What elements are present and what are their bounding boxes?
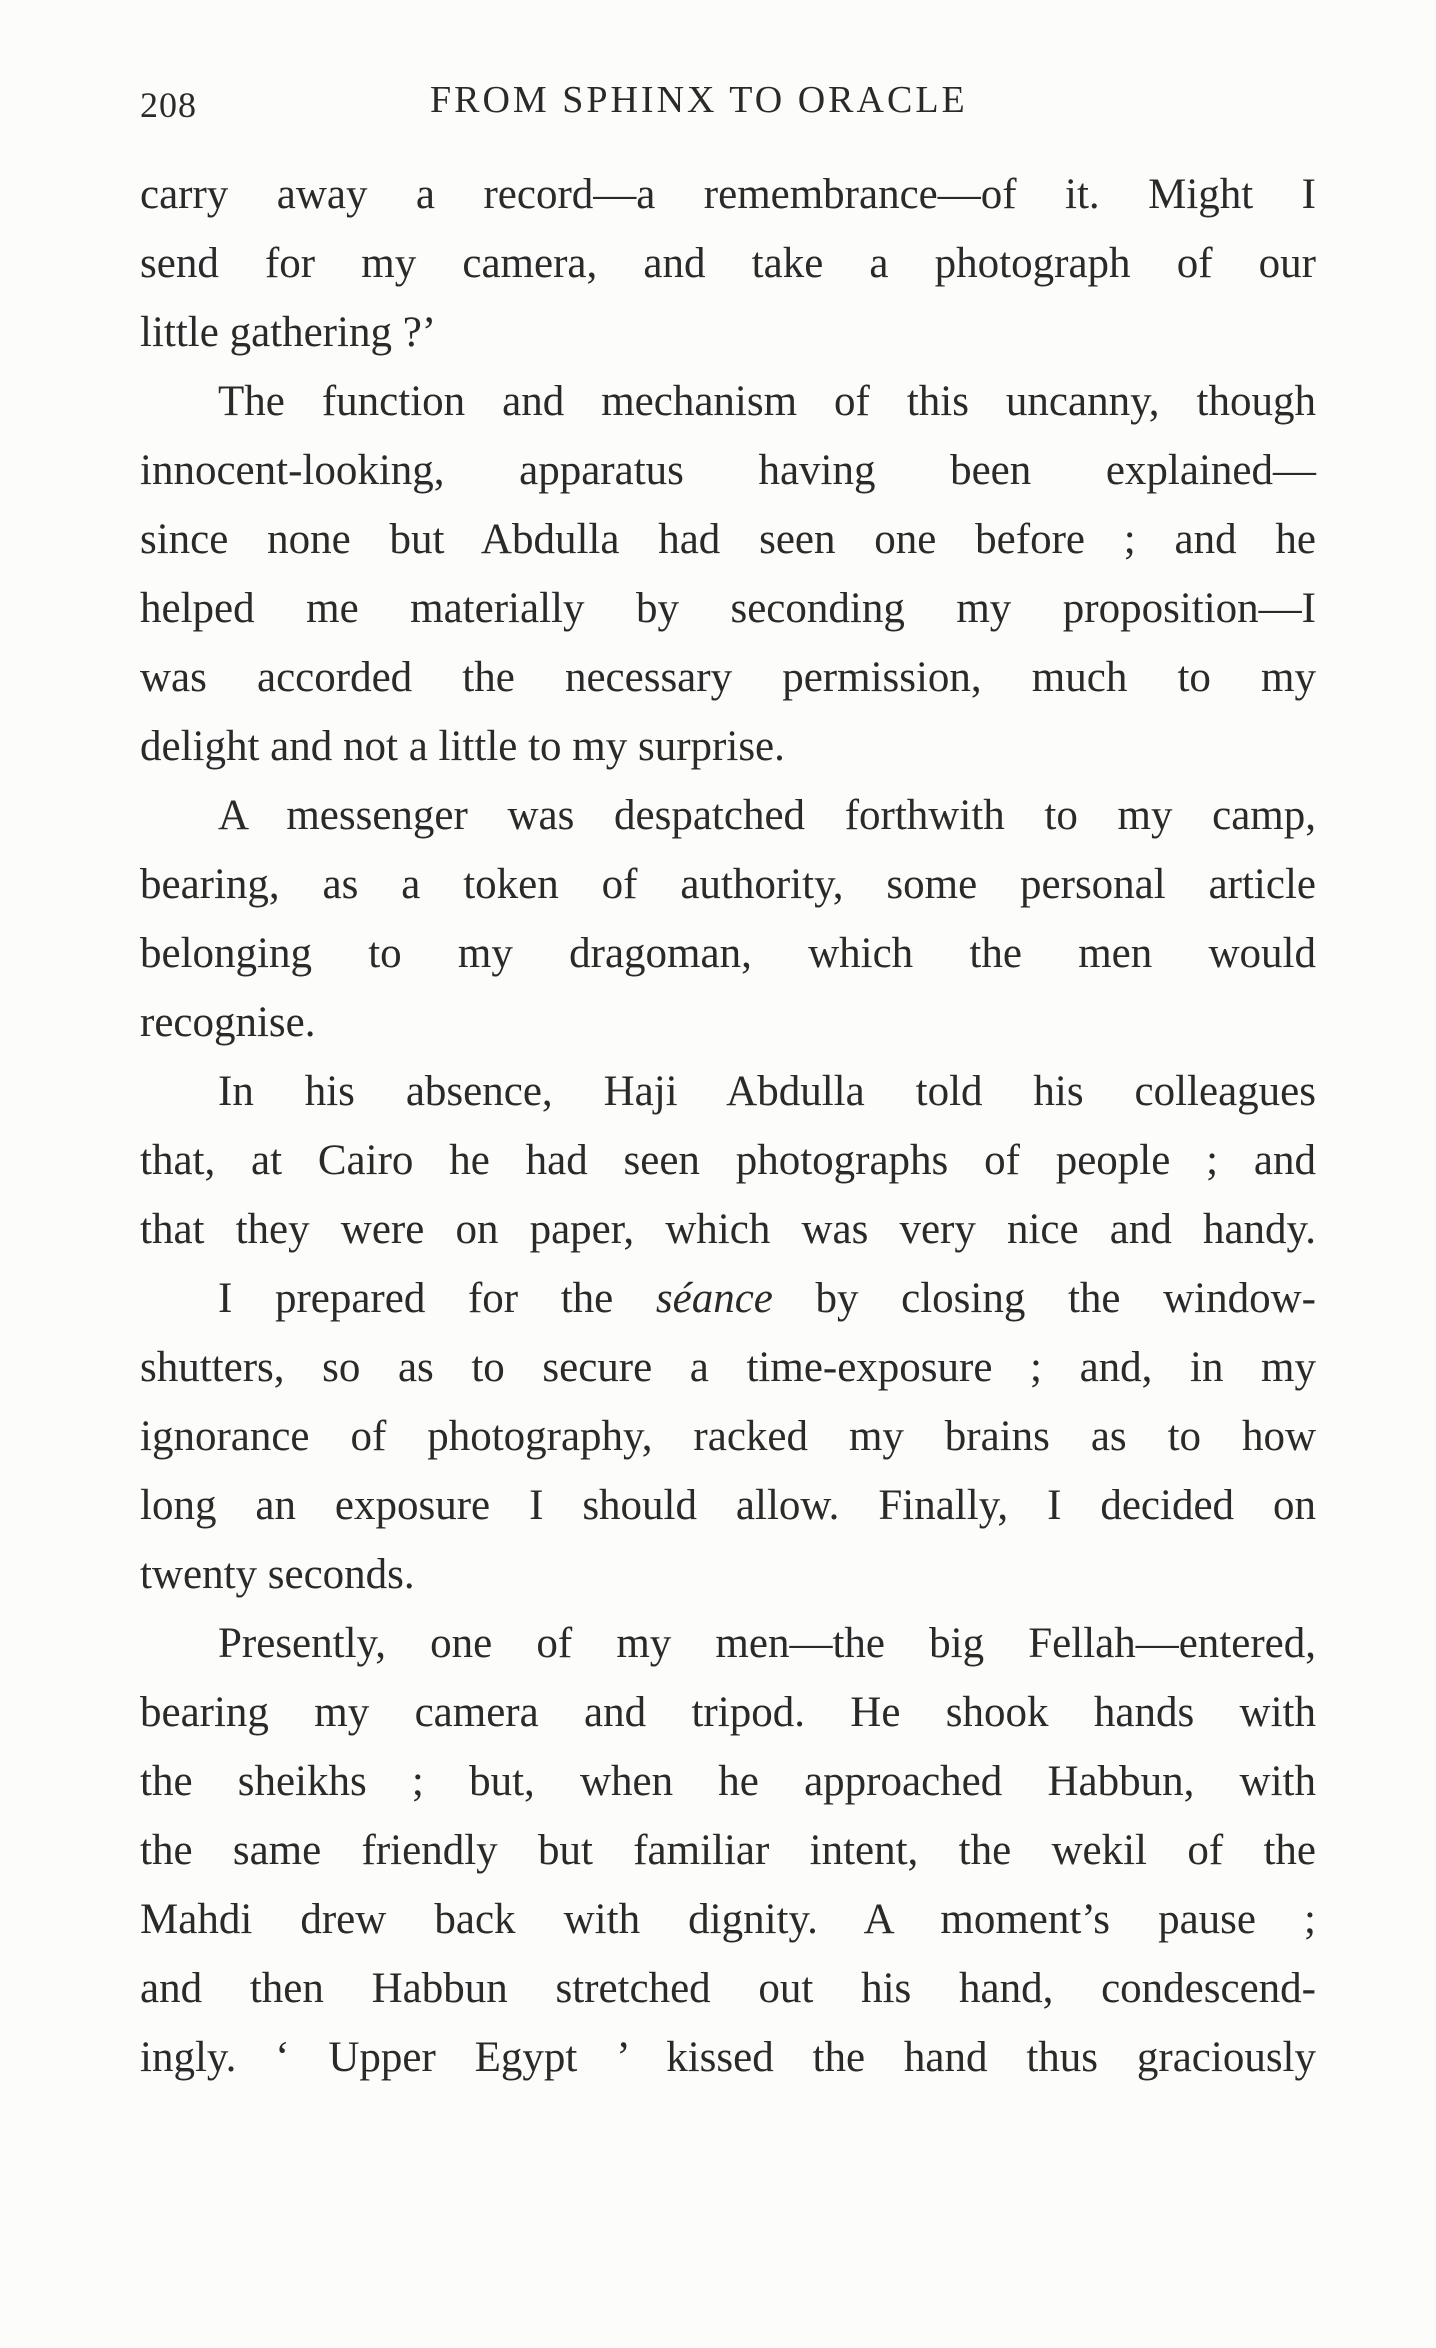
text-line: long an exposure I should allow. Finally, I decided on — [140, 1482, 1316, 1529]
text-line: send for my camera, and take a photograph of our — [140, 240, 1316, 287]
text-line: since none but Abdulla had seen one before ; and he — [140, 516, 1316, 563]
text-line: bearing my camera and tripod. He shook hands with — [140, 1689, 1316, 1736]
text-line: bearing, as a token of authority, some personal article — [140, 861, 1316, 908]
text-line: belonging to my dragoman, which the men would — [140, 930, 1316, 977]
text-line: helped me materially by seconding my proposition—I — [140, 585, 1316, 632]
text-line: In his absence, Haji Abdulla told his colleagues — [218, 1068, 1316, 1115]
text-segment: I prepared for the — [218, 1275, 656, 1322]
text-line: that they were on paper, which was very nice and handy. — [140, 1206, 1316, 1253]
text-line: A messenger was despatched forthwith to my camp, — [218, 792, 1316, 839]
body-text — [140, 160, 1316, 2092]
page-header — [140, 70, 1316, 130]
text-line: was accorded the necessary permission, much to my — [140, 654, 1316, 701]
text-line: delight and not a little to my surprise. — [140, 723, 785, 770]
text-line: carry away a record—a remembrance—of it. Might I — [140, 171, 1316, 218]
text-line: Presently, one of my men—the big Fellah—entered, — [218, 1620, 1316, 1667]
page-number: 208 — [140, 85, 197, 125]
text-line: Mahdi drew back with dignity. A moment’s pause ; — [140, 1896, 1316, 1943]
text-line: little gathering ?’ — [140, 309, 437, 356]
text-line: the sheikhs ; but, when he approached Habbun, with — [140, 1758, 1316, 1805]
running-title: FROM SPHINX TO ORACLE — [430, 79, 968, 121]
italic-word: séance — [655, 1275, 773, 1322]
text-line: The function and mechanism of this uncanny, though — [218, 378, 1316, 425]
text-line: innocent-looking, apparatus having been explained— — [140, 447, 1316, 494]
text-line: recognise. — [140, 999, 316, 1046]
text-line: that, at Cairo he had seen photographs of people ; and — [140, 1137, 1316, 1184]
text-line: ignorance of photography, racked my brains as to how — [140, 1413, 1316, 1460]
text-line: twenty seconds. — [140, 1551, 415, 1598]
text-segment: by closing the window- — [772, 1275, 1317, 1322]
text-line: the same friendly but familiar intent, the wekil of the — [140, 1827, 1316, 1874]
text-line — [140, 1264, 1316, 1333]
text-line: and then Habbun stretched out his hand, condescend- — [140, 1965, 1316, 2012]
text-line: ingly. ‘ Upper Egypt ’ kissed the hand thus graciously — [140, 2034, 1316, 2081]
text-line: shutters, so as to secure a time-exposure ; and, in my — [140, 1344, 1316, 1391]
